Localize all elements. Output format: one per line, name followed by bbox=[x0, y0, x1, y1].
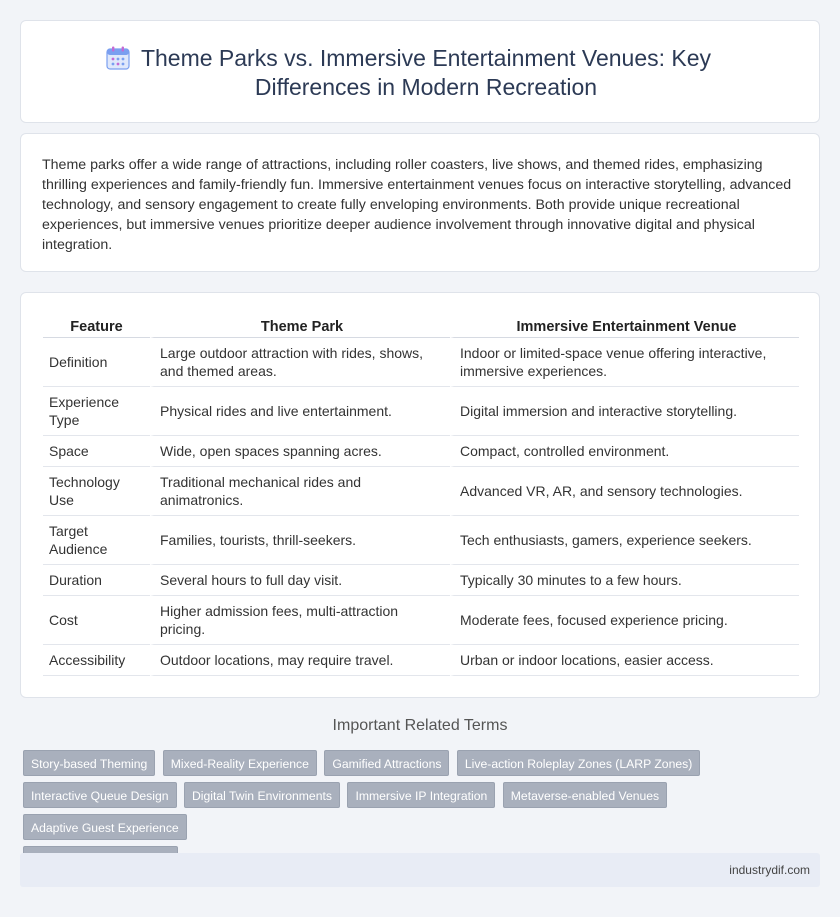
row-immersive-venue: Digital immersion and interactive storytelling. bbox=[450, 387, 799, 436]
intro-paragraph: Theme parks offer a wide range of attractions, including roller coasters, live shows, and themed rides, emphasizing thrilling experiences and family-friendly fun. Immersive entertainment venues focus on interactive storytelling, advanced technology, and sensory engagement to create fully enveloping environments. Both provide unique recreational experiences, but immersive venues prioritize deeper audience involvement through innovative digital and physical integration. bbox=[42, 157, 792, 253]
table-row bbox=[43, 565, 799, 596]
comparison-table bbox=[43, 314, 799, 676]
table-row bbox=[43, 436, 799, 467]
table-header-row bbox=[43, 314, 799, 338]
row-feature: Definition bbox=[43, 338, 150, 387]
row-immersive-venue: Urban or indoor locations, easier access. bbox=[450, 645, 799, 676]
row-immersive-venue: Compact, controlled environment. bbox=[450, 436, 799, 467]
row-theme-park: Families, tourists, thrill-seekers. bbox=[150, 516, 450, 565]
related-term-tag[interactable]: Mixed-Reality Experience bbox=[163, 750, 317, 776]
table-row bbox=[43, 596, 799, 645]
intro-card bbox=[20, 133, 820, 272]
related-term-tag[interactable]: Immersive IP Integration bbox=[347, 782, 495, 808]
table-row bbox=[43, 645, 799, 676]
related-term-tag[interactable]: Live-action Roleplay Zones (LARP Zones) bbox=[457, 750, 700, 776]
table-row bbox=[43, 516, 799, 565]
row-immersive-venue: Advanced VR, AR, and sensory technologies. bbox=[450, 467, 799, 516]
row-immersive-venue: Indoor or limited-space venue offering interactive, immersive experiences. bbox=[450, 338, 799, 387]
related-term-tag[interactable]: Gamified Attractions bbox=[324, 750, 449, 776]
row-feature: Cost bbox=[43, 596, 150, 645]
page-title: Theme Parks vs. Immersive Entertainment Venues: Key Differences in Modern Recreation bbox=[140, 45, 712, 100]
row-feature: Space bbox=[43, 436, 150, 467]
row-feature: Technology Use bbox=[43, 467, 150, 516]
header-theme-park: Theme Park bbox=[150, 314, 450, 338]
row-feature: Duration bbox=[43, 565, 150, 596]
row-theme-park: Physical rides and live entertainment. bbox=[150, 387, 450, 436]
row-feature: Target Audience bbox=[43, 516, 150, 565]
row-immersive-venue: Typically 30 minutes to a few hours. bbox=[450, 565, 799, 596]
row-immersive-venue: Moderate fees, focused experience pricing. bbox=[450, 596, 799, 645]
row-theme-park: Wide, open spaces spanning acres. bbox=[150, 436, 450, 467]
row-theme-park: Outdoor locations, may require travel. bbox=[150, 645, 450, 676]
related-term-tag[interactable]: Story-based Theming bbox=[23, 750, 155, 776]
related-term-tag[interactable]: Metaverse-enabled Venues bbox=[503, 782, 667, 808]
row-theme-park: Traditional mechanical rides and animatronics. bbox=[150, 467, 450, 516]
footer-site-link[interactable]: industrydif.com bbox=[729, 863, 810, 877]
table-row bbox=[43, 467, 799, 516]
footer bbox=[20, 853, 820, 887]
related-terms-heading: Important Related Terms bbox=[332, 717, 508, 734]
row-immersive-venue: Tech enthusiasts, gamers, experience seekers. bbox=[450, 516, 799, 565]
table-row bbox=[43, 387, 799, 436]
table-row bbox=[43, 338, 799, 387]
header-immersive-venue: Immersive Entertainment Venue bbox=[450, 314, 799, 338]
row-feature: Accessibility bbox=[43, 645, 150, 676]
row-feature: Experience Type bbox=[43, 387, 150, 436]
row-theme-park: Higher admission fees, multi-attraction pricing. bbox=[150, 596, 450, 645]
row-theme-park: Several hours to full day visit. bbox=[150, 565, 450, 596]
header-feature: Feature bbox=[43, 314, 150, 338]
comparison-table-card bbox=[20, 292, 820, 698]
row-theme-park: Large outdoor attraction with rides, shows, and themed areas. bbox=[150, 338, 450, 387]
related-term-tag[interactable]: Digital Twin Environments bbox=[184, 782, 340, 808]
related-term-tag[interactable]: Adaptive Guest Experience bbox=[23, 814, 187, 840]
related-term-tag[interactable]: Interactive Queue Design bbox=[23, 782, 177, 808]
title-card bbox=[20, 20, 820, 123]
